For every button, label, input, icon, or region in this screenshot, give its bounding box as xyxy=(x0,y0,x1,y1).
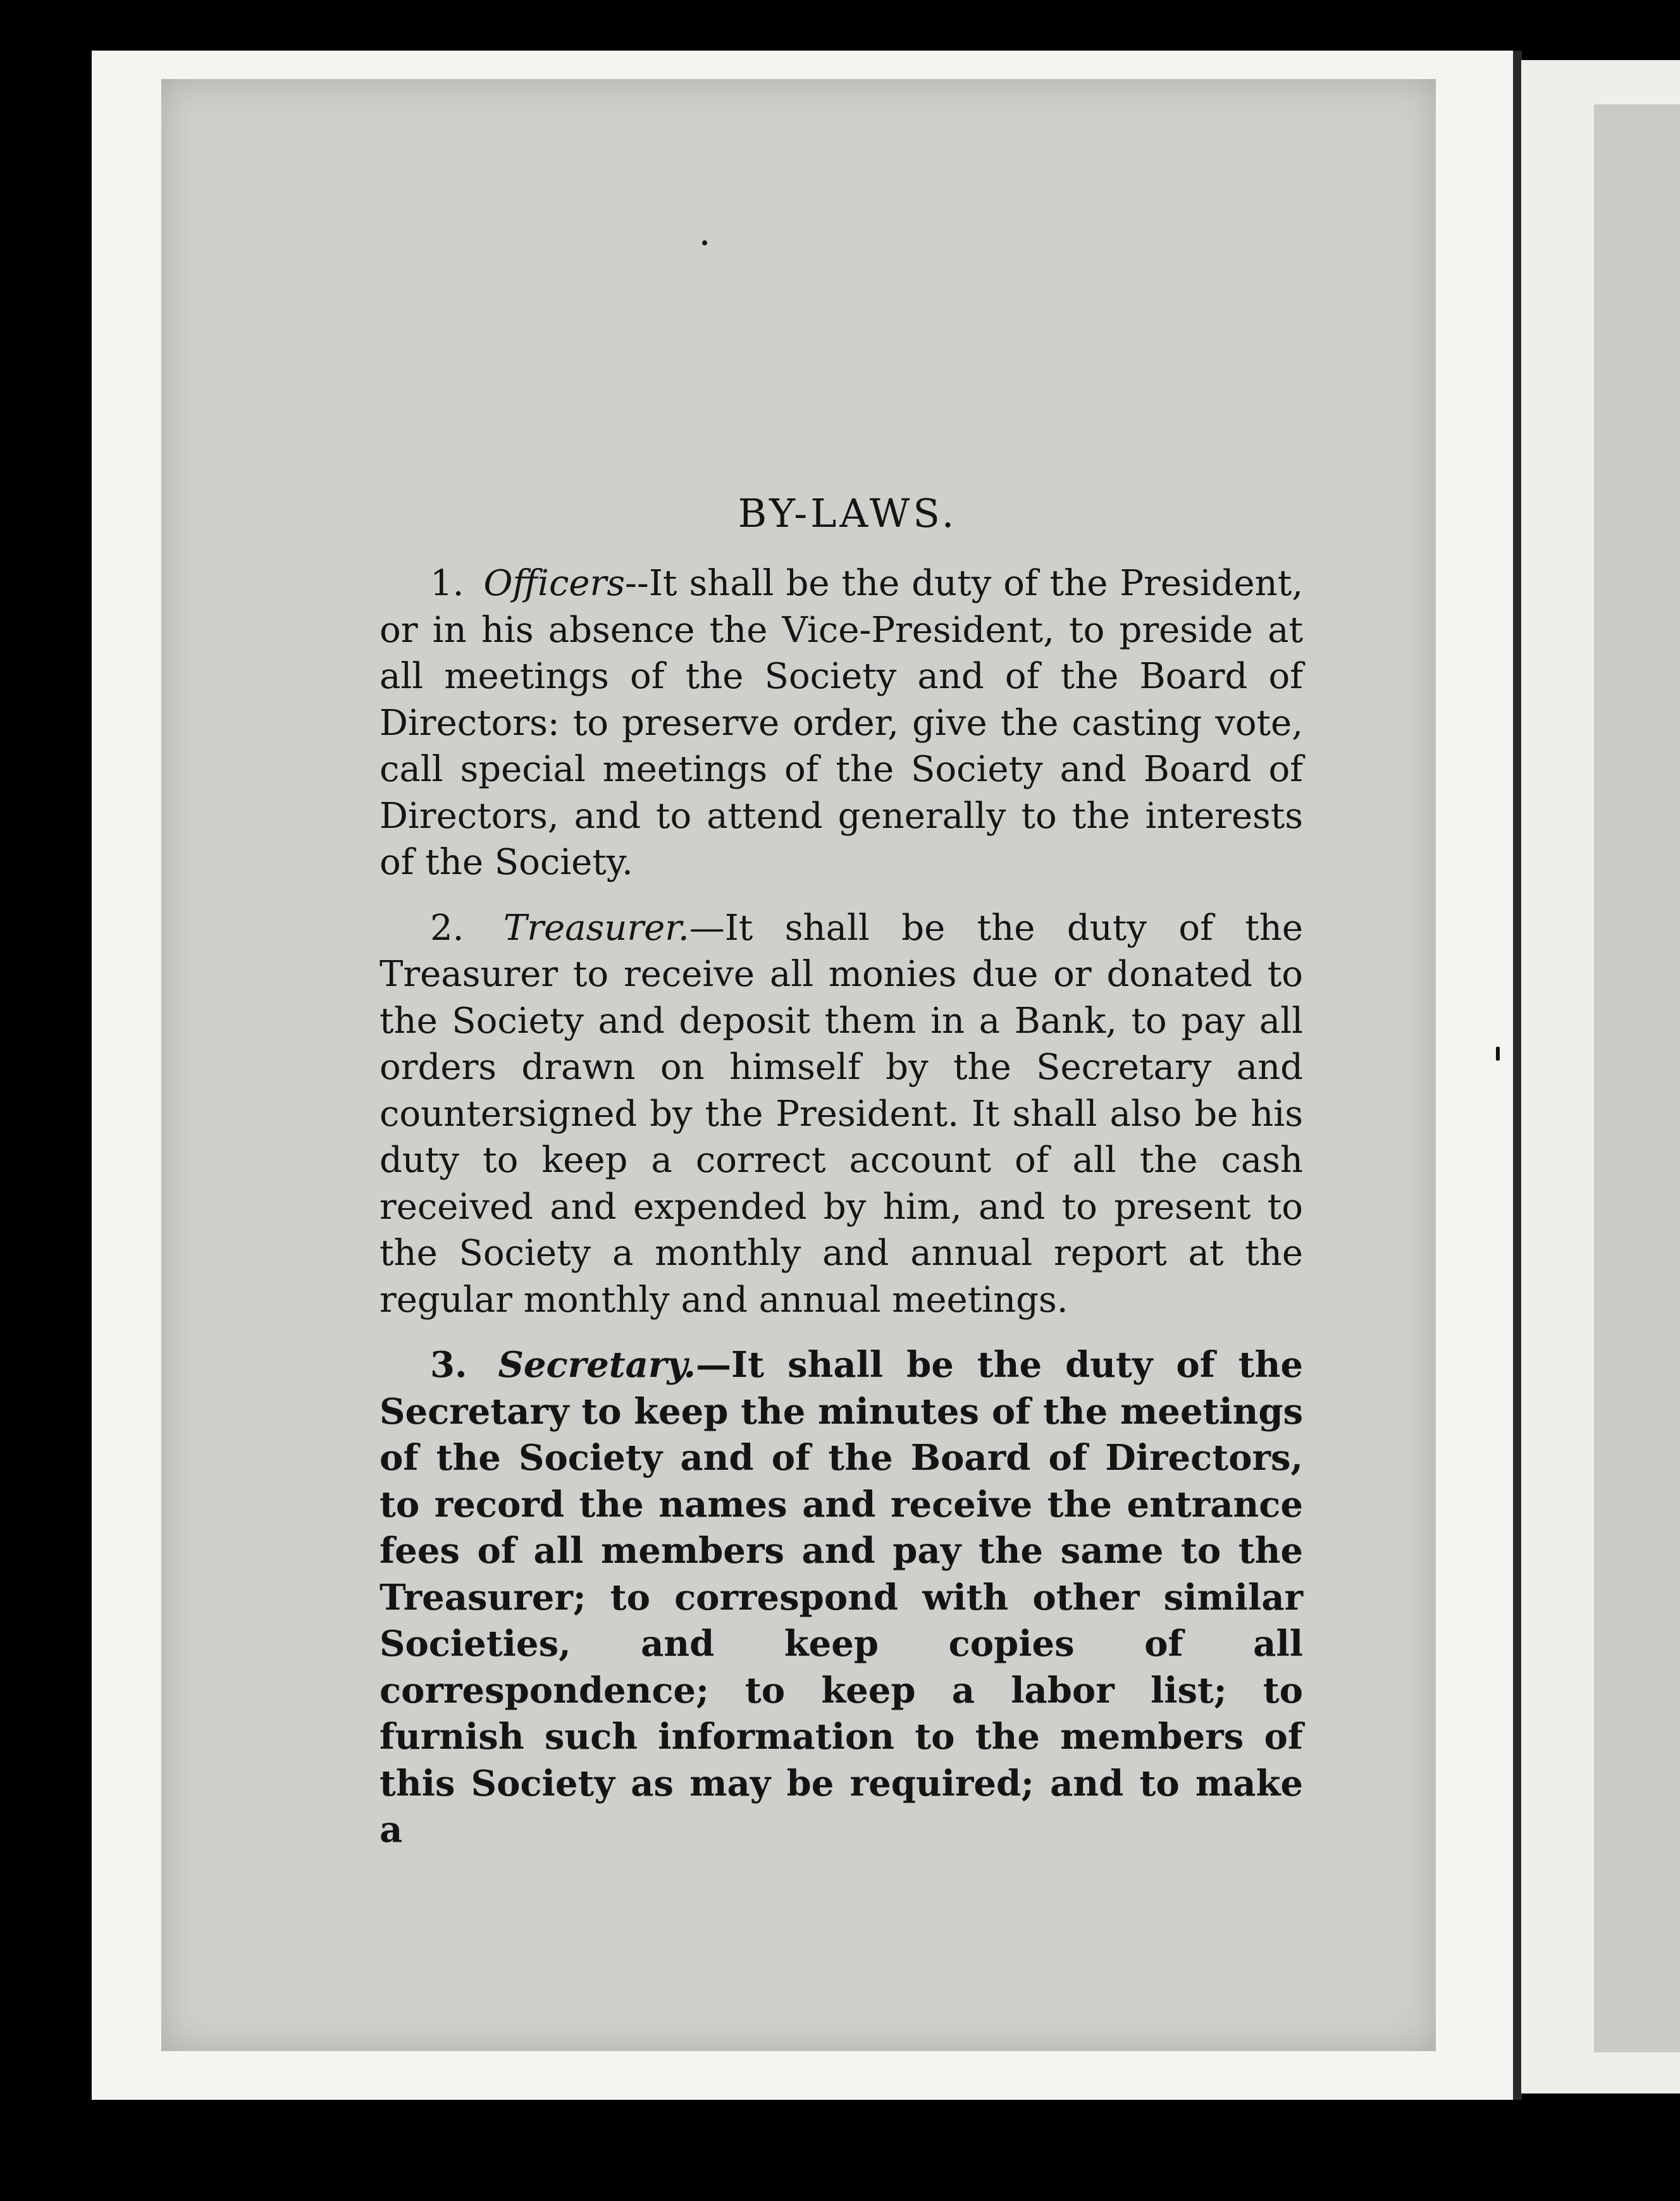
by-laws-text xyxy=(380,490,1303,1873)
mount-divider xyxy=(1513,51,1522,2100)
section-number: 3. xyxy=(430,1344,467,1386)
section-number: 1. xyxy=(430,563,464,604)
section-title: Secretary. xyxy=(498,1344,696,1386)
print-speck xyxy=(1496,1047,1500,1061)
print-speck xyxy=(702,240,707,245)
adjacent-page-edge xyxy=(1521,60,1680,2093)
section-body: --It shall be the duty of the President, or in his absence the Vice-President, to preside at all meetings of the Society and of the Board of Directors: to preserve order, give the casting vote, call special meetings of the Society and Board of Directors, and to attend generally to the interests of the Society. xyxy=(380,563,1303,883)
section-officers xyxy=(380,560,1303,886)
page-title: BY-LAWS. xyxy=(738,490,958,536)
section-secretary xyxy=(380,1342,1303,1854)
adjacent-page-strip xyxy=(1594,104,1680,2052)
section-treasurer xyxy=(380,905,1303,1324)
section-body: —It shall be the duty of the Treasurer to receive all monies due or donated to the Society and deposit them in a Bank, to pay all orders drawn on himself by the Secretary and countersigned by the President. It shall also be his duty to keep a correct account of all the cash received and expended by him, and to present to the Society a monthly and annual report at the regular monthly and annual meetings. xyxy=(380,907,1303,1321)
section-number: 2. xyxy=(430,907,464,949)
section-body: —It shall be the duty of the Secretary to keep the minutes of the meetings of the Society and of the Board of Directors, to record the names and receive the entrance fees of all members and pay the same to the Treasurer; to correspond with other similar Societies, and keep copies of all correspondence; to keep a labor list; to furnish such information to the members of this Society as may be required; and to make a xyxy=(380,1344,1303,1851)
section-title: Officers xyxy=(483,563,625,604)
section-title: Treasurer. xyxy=(503,907,689,949)
